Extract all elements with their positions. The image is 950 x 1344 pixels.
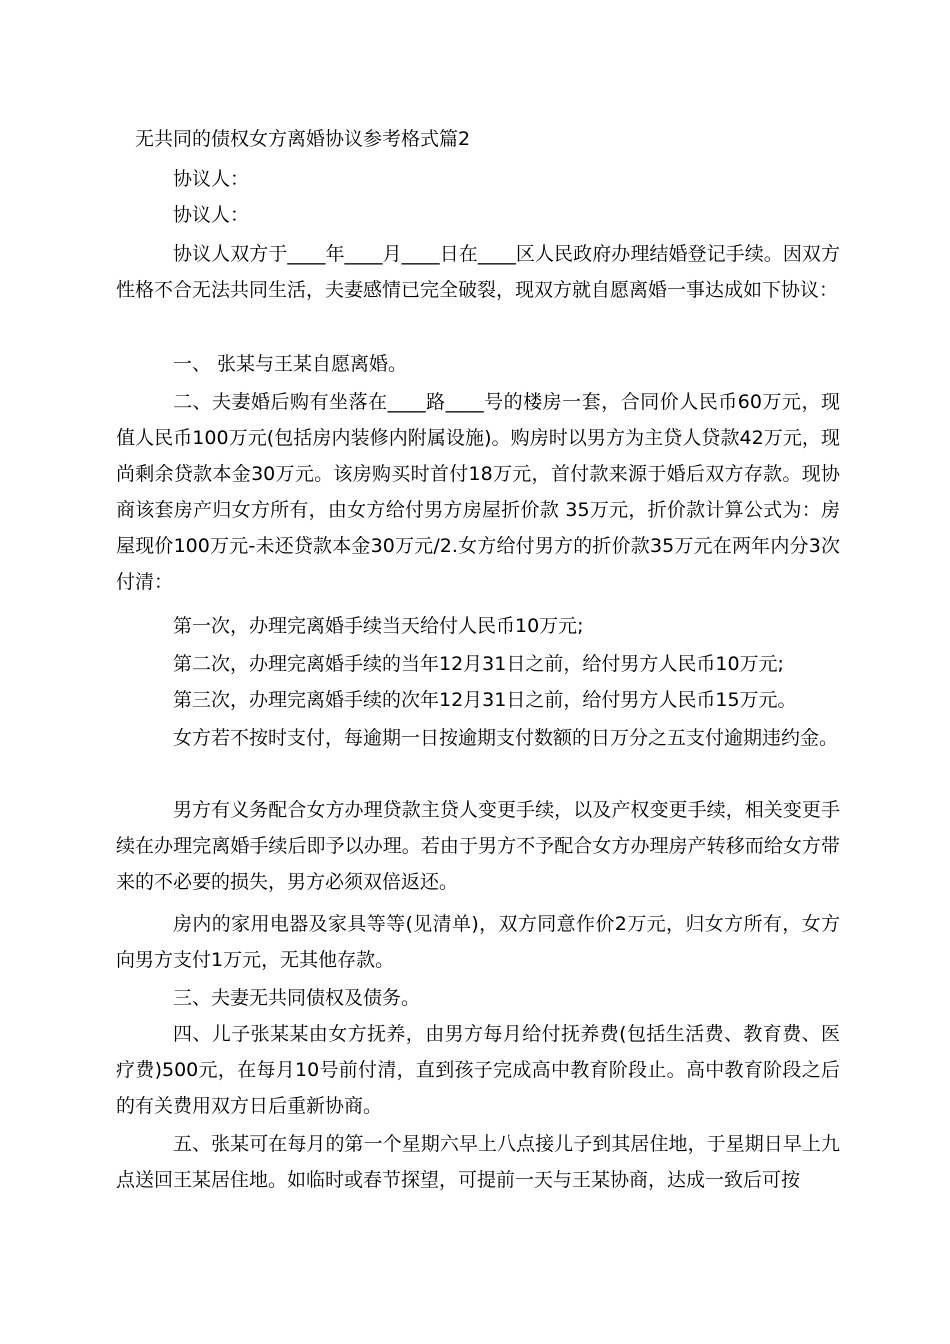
clause-5: 五、张某可在每月的第一个星期六早上八点接儿子到其居住地，于星期日早上九点送回王某居住地。如临时或春节探望，可提前一天与王某协商，达成一致后可按: [116, 1133, 840, 1191]
payment-1: 第一次，办理完离婚手续当天给付人民币10万元;: [173, 615, 584, 637]
party-1-label: 协议人：: [173, 168, 250, 190]
intro-paragraph: 协议人双方于____年____月____日在____区人民政府办理结婚登记手续。因双方性格不合无法共同生活，夫妻感情已完全破裂，现双方就自愿离婚一事达成如下协议：: [116, 243, 840, 301]
clause-3: 三、夫妻无共同债权及债务。: [173, 987, 421, 1009]
party-2-label: 协议人：: [173, 204, 250, 226]
clause-1: 一、 张某与王某自愿离婚。: [173, 353, 408, 375]
clause-2: 二、夫妻婚后购有坐落在____路____号的楼房一套，合同价人民币60万元，现值人民币100万元(包括房内装修内附属设施)。购房时以男方为主贷人贷款42万元，现尚剩余贷款本金30万元。该房购买时首付18万元，首付款来源于婚后双方存款。现协商该套房产归女方所有，由女方给付男方房屋折价款 35万元，折价款计算公式为：房屋现价100万元-未还贷款本金30万元/2.女方给付男方的折价款35万元在两年内分3次付清：: [116, 391, 840, 593]
cooperation-paragraph: 男方有义务配合女方办理贷款主贷人变更手续，以及产权变更手续，相关变更手续在办理完离婚手续后即予以办理。若由于男方不予配合女方办理房产转移而给女方带来的不必要的损失，男方必须双倍返还。: [116, 799, 840, 893]
clause-4: 四、儿子张某某由女方抚养，由男方每月给付抚养费(包括生活费、教育费、医疗费)500元，在每月10号前付清，直到孩子完成高中教育阶段止。高中教育阶段之后的有关费用双方日后重新协商。: [116, 1023, 840, 1117]
payment-2: 第二次，办理完离婚手续的当年12月31日之前，给付男方人民币10万元;: [173, 653, 784, 675]
late-penalty-paragraph: 女方若不按时支付，每逾期一日按逾期支付数额的日万分之五支付逾期违约金。: [173, 727, 839, 749]
document-title: 无共同的债权女方离婚协议参考格式篇2: [135, 128, 471, 150]
payment-3: 第三次，办理完离婚手续的次年12月31日之前，给付男方人民币15万元。: [173, 689, 797, 711]
furniture-paragraph: 房内的家用电器及家具等等(见清单)，双方同意作价2万元，归女方所有，女方向男方支付1万元，无其他存款。: [116, 913, 840, 971]
